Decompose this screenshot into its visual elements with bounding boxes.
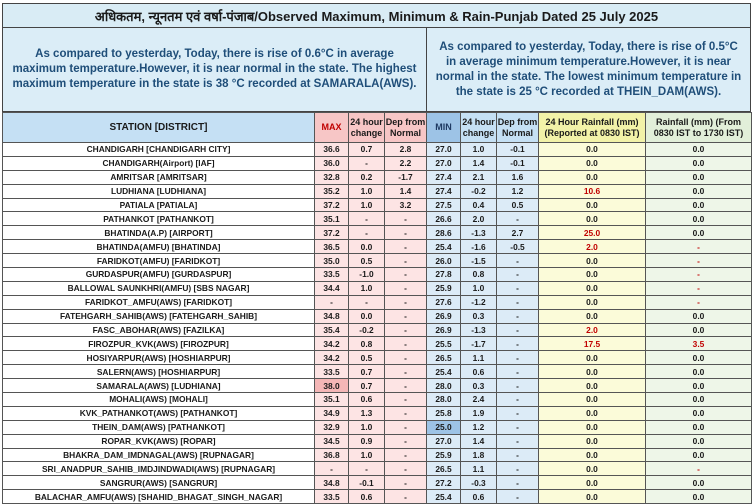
rain-24h-cell: 0.0 <box>539 420 646 434</box>
rain-24h-cell: 0.0 <box>539 490 646 504</box>
max-cell: 32.9 <box>315 420 349 434</box>
max-departure-cell: 2.2 <box>385 156 427 170</box>
table-row <box>3 462 752 476</box>
table-row <box>3 254 752 268</box>
min-departure-cell: - <box>497 393 539 407</box>
max-departure-cell: 2.8 <box>385 143 427 157</box>
table-row <box>3 351 752 365</box>
rain-24h-cell: 0.0 <box>539 393 646 407</box>
max-departure-cell: - <box>385 351 427 365</box>
max-cell: 34.2 <box>315 351 349 365</box>
rain-24h-cell: 0.0 <box>539 476 646 490</box>
min-departure-cell: - <box>497 212 539 226</box>
min-change-cell: 2.4 <box>461 393 497 407</box>
max-cell: 35.2 <box>315 184 349 198</box>
header-min-24h-change: 24 hour change <box>461 113 497 143</box>
max-departure-cell: - <box>385 406 427 420</box>
rain-24h-cell: 0.0 <box>539 198 646 212</box>
station-cell: BALLOWAL SAUNKHRI(AMFU) [SBS NAGAR] <box>3 281 315 295</box>
rain-day-cell: - <box>646 254 752 268</box>
rain-24h-cell: 10.6 <box>539 184 646 198</box>
station-cell: SALERN(AWS) [HOSHIARPUR] <box>3 365 315 379</box>
station-cell: FASC_ABOHAR(AWS) [FAZILKA] <box>3 323 315 337</box>
max-departure-cell: - <box>385 393 427 407</box>
max-cell: 37.2 <box>315 198 349 212</box>
max-departure-cell: - <box>385 462 427 476</box>
min-cell: 26.6 <box>427 212 461 226</box>
max-change-cell: 0.0 <box>349 240 385 254</box>
observation-table <box>2 112 752 504</box>
min-change-cell: 0.4 <box>461 198 497 212</box>
max-change-cell: 1.0 <box>349 198 385 212</box>
min-change-cell: -1.7 <box>461 337 497 351</box>
min-change-cell: -0.2 <box>461 184 497 198</box>
max-departure-cell: - <box>385 254 427 268</box>
min-change-cell: 0.6 <box>461 365 497 379</box>
min-departure-cell: - <box>497 434 539 448</box>
rain-day-cell: 0.0 <box>646 323 752 337</box>
min-cell: 27.2 <box>427 476 461 490</box>
min-cell: 27.0 <box>427 143 461 157</box>
table-row <box>3 281 752 295</box>
min-change-cell: 0.3 <box>461 309 497 323</box>
rain-day-cell: 0.0 <box>646 420 752 434</box>
min-cell: 28.0 <box>427 393 461 407</box>
rain-day-cell: 0.0 <box>646 226 752 240</box>
rain-day-cell: 0.0 <box>646 490 752 504</box>
table-row <box>3 490 752 504</box>
max-departure-cell: - <box>385 212 427 226</box>
rain-24h-cell: 0.0 <box>539 379 646 393</box>
max-change-cell: 1.0 <box>349 184 385 198</box>
station-cell: CHANDIGARH(Airport) [IAF] <box>3 156 315 170</box>
max-change-cell: - <box>349 462 385 476</box>
max-cell: 33.5 <box>315 490 349 504</box>
rain-day-cell: 0.0 <box>646 184 752 198</box>
max-departure-cell: - <box>385 295 427 309</box>
station-cell: PATHANKOT [PATHANKOT] <box>3 212 315 226</box>
max-change-cell: -1.0 <box>349 268 385 282</box>
min-change-cell: 1.8 <box>461 448 497 462</box>
min-cell: 25.9 <box>427 281 461 295</box>
rain-24h-cell: 2.0 <box>539 240 646 254</box>
max-change-cell: 0.5 <box>349 351 385 365</box>
min-cell: 26.9 <box>427 323 461 337</box>
min-change-cell: -1.3 <box>461 226 497 240</box>
station-cell: FARIDKOT_AMFU(AWS) [FARIDKOT] <box>3 295 315 309</box>
table-row <box>3 309 752 323</box>
max-cell: 38.0 <box>315 379 349 393</box>
max-change-cell: - <box>349 295 385 309</box>
rain-day-cell: 0.0 <box>646 393 752 407</box>
table-row <box>3 240 752 254</box>
min-cell: 27.4 <box>427 170 461 184</box>
min-departure-cell: 0.5 <box>497 198 539 212</box>
rain-day-cell: 0.0 <box>646 406 752 420</box>
max-cell: 34.8 <box>315 309 349 323</box>
header-max: MAX <box>315 113 349 143</box>
rain-24h-cell: 2.0 <box>539 323 646 337</box>
station-cell: GURDASPUR(AMFU) [GURDASPUR] <box>3 268 315 282</box>
station-cell: FIROZPUR_KVK(AWS) [FIROZPUR] <box>3 337 315 351</box>
min-change-cell: 1.9 <box>461 406 497 420</box>
max-cell: 33.5 <box>315 268 349 282</box>
max-departure-cell: 3.2 <box>385 198 427 212</box>
station-cell: SRI_ANADPUR_SAHIB_IMDJINDWADI(AWS) [RUPNAGAR] <box>3 462 315 476</box>
header-rain-day: Rainfall (mm) (From 0830 IST to 1730 IST) <box>646 113 752 143</box>
table-row <box>3 365 752 379</box>
table-row <box>3 170 752 184</box>
max-departure-cell: - <box>385 379 427 393</box>
min-change-cell: -1.3 <box>461 323 497 337</box>
min-departure-cell: -0.1 <box>497 143 539 157</box>
table-row <box>3 198 752 212</box>
max-change-cell: 0.0 <box>349 309 385 323</box>
min-cell: 26.5 <box>427 351 461 365</box>
rain-24h-cell: 0.0 <box>539 143 646 157</box>
rain-24h-cell: 0.0 <box>539 254 646 268</box>
station-cell: ROPAR_KVK(AWS) [ROPAR] <box>3 434 315 448</box>
max-departure-cell: - <box>385 476 427 490</box>
min-departure-cell: -0.1 <box>497 156 539 170</box>
max-cell: 35.0 <box>315 254 349 268</box>
max-change-cell: 0.8 <box>349 337 385 351</box>
min-change-cell: -1.6 <box>461 240 497 254</box>
rain-24h-cell: 0.0 <box>539 295 646 309</box>
max-departure-cell: - <box>385 268 427 282</box>
max-change-cell: - <box>349 212 385 226</box>
rain-day-cell: - <box>646 240 752 254</box>
min-departure-cell: - <box>497 448 539 462</box>
table-row <box>3 406 752 420</box>
station-cell: AMRITSAR [AMRITSAR] <box>3 170 315 184</box>
table-row <box>3 323 752 337</box>
min-departure-cell: - <box>497 379 539 393</box>
rain-day-cell: 0.0 <box>646 198 752 212</box>
min-departure-cell: - <box>497 365 539 379</box>
table-row <box>3 393 752 407</box>
max-change-cell: 0.6 <box>349 393 385 407</box>
min-change-cell: 1.4 <box>461 434 497 448</box>
header-min-departure: Dep from Normal <box>497 113 539 143</box>
rain-day-cell: - <box>646 462 752 476</box>
min-departure-cell: - <box>497 337 539 351</box>
max-cell: 34.5 <box>315 434 349 448</box>
max-cell: 35.1 <box>315 212 349 226</box>
min-temperature-summary: As compared to yesterday, Today, there is rise of 0.5°C in average minimum temperature.However, it is near normal in the state. The lowest minimum temperature in the state is 25 °C recorded at THEIN_DAM(AWS). <box>427 28 751 112</box>
rain-day-cell: 0.0 <box>646 448 752 462</box>
max-departure-cell: -1.7 <box>385 170 427 184</box>
rain-24h-cell: 0.0 <box>539 309 646 323</box>
min-cell: 25.5 <box>427 337 461 351</box>
max-departure-cell: - <box>385 448 427 462</box>
max-cell: 36.0 <box>315 156 349 170</box>
rain-day-cell: 0.0 <box>646 476 752 490</box>
max-change-cell: 1.0 <box>349 420 385 434</box>
max-departure-cell: - <box>385 323 427 337</box>
min-departure-cell: 1.2 <box>497 184 539 198</box>
min-cell: 27.4 <box>427 184 461 198</box>
table-row <box>3 448 752 462</box>
min-cell: 25.4 <box>427 240 461 254</box>
max-departure-cell: - <box>385 240 427 254</box>
max-change-cell: 0.6 <box>349 490 385 504</box>
station-cell: BHATINDA(AMFU) [BHATINDA] <box>3 240 315 254</box>
rain-24h-cell: 0.0 <box>539 351 646 365</box>
station-cell: FATEHGARH_SAHIB(AWS) [FATEHGARH_SAHIB] <box>3 309 315 323</box>
min-cell: 25.9 <box>427 448 461 462</box>
rain-day-cell: - <box>646 268 752 282</box>
max-cell: 37.2 <box>315 226 349 240</box>
max-departure-cell: 1.4 <box>385 184 427 198</box>
rain-24h-cell: 0.0 <box>539 212 646 226</box>
min-cell: 27.5 <box>427 198 461 212</box>
table-row <box>3 143 752 157</box>
max-change-cell: 0.7 <box>349 143 385 157</box>
max-change-cell: 1.0 <box>349 281 385 295</box>
min-cell: 26.0 <box>427 254 461 268</box>
station-cell: KVK_PATHANKOT(AWS) [PATHANKOT] <box>3 406 315 420</box>
station-cell: LUDHIANA [LUDHIANA] <box>3 184 315 198</box>
station-cell: THEIN_DAM(AWS) [PATHANKOT] <box>3 420 315 434</box>
max-departure-cell: - <box>385 365 427 379</box>
station-cell: FARIDKOT(AMFU) [FARIDKOT] <box>3 254 315 268</box>
report-title: अधिकतम, न्यूनतम एवं वर्षा-पंजाब/Observed Maximum, Minimum & Rain-Punjab Dated 25 July 2025 <box>2 3 751 28</box>
rain-day-cell: - <box>646 295 752 309</box>
min-departure-cell: - <box>497 281 539 295</box>
max-change-cell: 1.3 <box>349 406 385 420</box>
max-cell: 35.4 <box>315 323 349 337</box>
min-change-cell: -0.3 <box>461 476 497 490</box>
max-departure-cell: - <box>385 420 427 434</box>
max-departure-cell: - <box>385 434 427 448</box>
max-cell: - <box>315 462 349 476</box>
header-rain-24h: 24 Hour Rainfall (mm) (Reported at 0830 IST) <box>539 113 646 143</box>
rain-24h-cell: 0.0 <box>539 365 646 379</box>
min-change-cell: 1.1 <box>461 462 497 476</box>
min-cell: 27.0 <box>427 434 461 448</box>
min-change-cell: -1.2 <box>461 295 497 309</box>
rain-day-cell: 0.0 <box>646 156 752 170</box>
max-change-cell: 0.5 <box>349 254 385 268</box>
min-departure-cell: - <box>497 323 539 337</box>
table-header-row <box>3 113 752 143</box>
min-change-cell: 1.0 <box>461 143 497 157</box>
max-departure-cell: - <box>385 309 427 323</box>
station-cell: BALACHAR_AMFU(AWS) [SHAHID_BHAGAT_SINGH_NAGAR] <box>3 490 315 504</box>
max-cell: 34.9 <box>315 406 349 420</box>
table-row <box>3 226 752 240</box>
station-cell: PATIALA [PATIALA] <box>3 198 315 212</box>
max-departure-cell: - <box>385 490 427 504</box>
table-row <box>3 295 752 309</box>
table-row <box>3 434 752 448</box>
rain-24h-cell: 0.0 <box>539 462 646 476</box>
max-change-cell: - <box>349 156 385 170</box>
station-cell: SAMARALA(AWS) [LUDHIANA] <box>3 379 315 393</box>
min-departure-cell: - <box>497 490 539 504</box>
min-change-cell: 1.2 <box>461 420 497 434</box>
rain-24h-cell: 0.0 <box>539 434 646 448</box>
max-cell: - <box>315 295 349 309</box>
table-row <box>3 156 752 170</box>
station-cell: CHANDIGARH [CHANDIGARH CITY] <box>3 143 315 157</box>
table-row <box>3 476 752 490</box>
min-cell: 28.6 <box>427 226 461 240</box>
rain-24h-cell: 25.0 <box>539 226 646 240</box>
header-max-departure: Dep from Normal <box>385 113 427 143</box>
max-change-cell: 0.7 <box>349 379 385 393</box>
rain-day-cell: 0.0 <box>646 212 752 226</box>
max-temperature-summary: As compared to yesterday, Today, there is rise of 0.6°C in average maximum temperature.However, it is near normal in the state. The highest maximum temperature in the state is 38 °C recorded at SAMARALA(AWS). <box>2 28 427 112</box>
min-departure-cell: - <box>497 295 539 309</box>
station-cell: SANGRUR(AWS) [SANGRUR] <box>3 476 315 490</box>
min-cell: 25.4 <box>427 490 461 504</box>
min-cell: 25.8 <box>427 406 461 420</box>
min-change-cell: 1.4 <box>461 156 497 170</box>
rain-24h-cell: 17.5 <box>539 337 646 351</box>
station-cell: BHATINDA(A.P) [AIRPORT] <box>3 226 315 240</box>
min-change-cell: 1.0 <box>461 281 497 295</box>
rain-day-cell: 0.0 <box>646 309 752 323</box>
table-row <box>3 268 752 282</box>
max-departure-cell: - <box>385 226 427 240</box>
min-departure-cell: - <box>497 254 539 268</box>
rain-24h-cell: 0.0 <box>539 170 646 184</box>
station-cell: HOSIYARPUR(AWS) [HOSHIARPUR] <box>3 351 315 365</box>
max-change-cell: - <box>349 226 385 240</box>
max-cell: 36.5 <box>315 240 349 254</box>
rain-day-cell: 0.0 <box>646 170 752 184</box>
station-cell: BHAKRA_DAM_IMDNAGAL(AWS) [RUPNAGAR] <box>3 448 315 462</box>
min-departure-cell: - <box>497 406 539 420</box>
max-cell: 32.8 <box>315 170 349 184</box>
min-departure-cell: 2.7 <box>497 226 539 240</box>
min-cell: 26.5 <box>427 462 461 476</box>
min-departure-cell: -0.5 <box>497 240 539 254</box>
max-change-cell: 0.9 <box>349 434 385 448</box>
min-departure-cell: - <box>497 309 539 323</box>
min-departure-cell: - <box>497 462 539 476</box>
max-cell: 35.1 <box>315 393 349 407</box>
max-cell: 36.8 <box>315 448 349 462</box>
min-cell: 25.0 <box>427 420 461 434</box>
min-departure-cell: - <box>497 420 539 434</box>
table-row <box>3 212 752 226</box>
rain-24h-cell: 0.0 <box>539 448 646 462</box>
min-change-cell: 1.1 <box>461 351 497 365</box>
rain-24h-cell: 0.0 <box>539 406 646 420</box>
max-cell: 33.5 <box>315 365 349 379</box>
max-cell: 34.8 <box>315 476 349 490</box>
table-row <box>3 420 752 434</box>
min-cell: 27.0 <box>427 156 461 170</box>
min-change-cell: 2.0 <box>461 212 497 226</box>
table-row <box>3 379 752 393</box>
rain-day-cell: - <box>646 281 752 295</box>
table-row <box>3 184 752 198</box>
rain-day-cell: 0.0 <box>646 434 752 448</box>
min-cell: 27.6 <box>427 295 461 309</box>
min-change-cell: 2.1 <box>461 170 497 184</box>
max-departure-cell: - <box>385 281 427 295</box>
rain-day-cell: 3.5 <box>646 337 752 351</box>
min-change-cell: 0.3 <box>461 379 497 393</box>
max-departure-cell: - <box>385 337 427 351</box>
min-cell: 25.4 <box>427 365 461 379</box>
max-cell: 34.2 <box>315 337 349 351</box>
rain-24h-cell: 0.0 <box>539 281 646 295</box>
header-station: STATION [DISTRICT] <box>3 113 315 143</box>
min-cell: 28.0 <box>427 379 461 393</box>
max-change-cell: 0.2 <box>349 170 385 184</box>
min-departure-cell: - <box>497 351 539 365</box>
min-departure-cell: 1.6 <box>497 170 539 184</box>
max-change-cell: -0.2 <box>349 323 385 337</box>
min-change-cell: 0.8 <box>461 268 497 282</box>
table-row <box>3 337 752 351</box>
rain-day-cell: 0.0 <box>646 379 752 393</box>
header-max-24h-change: 24 hour change <box>349 113 385 143</box>
min-change-cell: 0.6 <box>461 490 497 504</box>
min-cell: 27.8 <box>427 268 461 282</box>
rain-24h-cell: 0.0 <box>539 268 646 282</box>
min-departure-cell: - <box>497 476 539 490</box>
max-change-cell: -0.1 <box>349 476 385 490</box>
max-cell: 34.4 <box>315 281 349 295</box>
station-cell: MOHALI(AWS) [MOHALI] <box>3 393 315 407</box>
min-cell: 26.9 <box>427 309 461 323</box>
min-change-cell: -1.5 <box>461 254 497 268</box>
rain-24h-cell: 0.0 <box>539 156 646 170</box>
rain-day-cell: 0.0 <box>646 351 752 365</box>
rain-day-cell: 0.0 <box>646 143 752 157</box>
rain-day-cell: 0.0 <box>646 365 752 379</box>
max-cell: 36.6 <box>315 143 349 157</box>
min-departure-cell: - <box>497 268 539 282</box>
max-change-cell: 0.7 <box>349 365 385 379</box>
header-min: MIN <box>427 113 461 143</box>
max-change-cell: 1.0 <box>349 448 385 462</box>
